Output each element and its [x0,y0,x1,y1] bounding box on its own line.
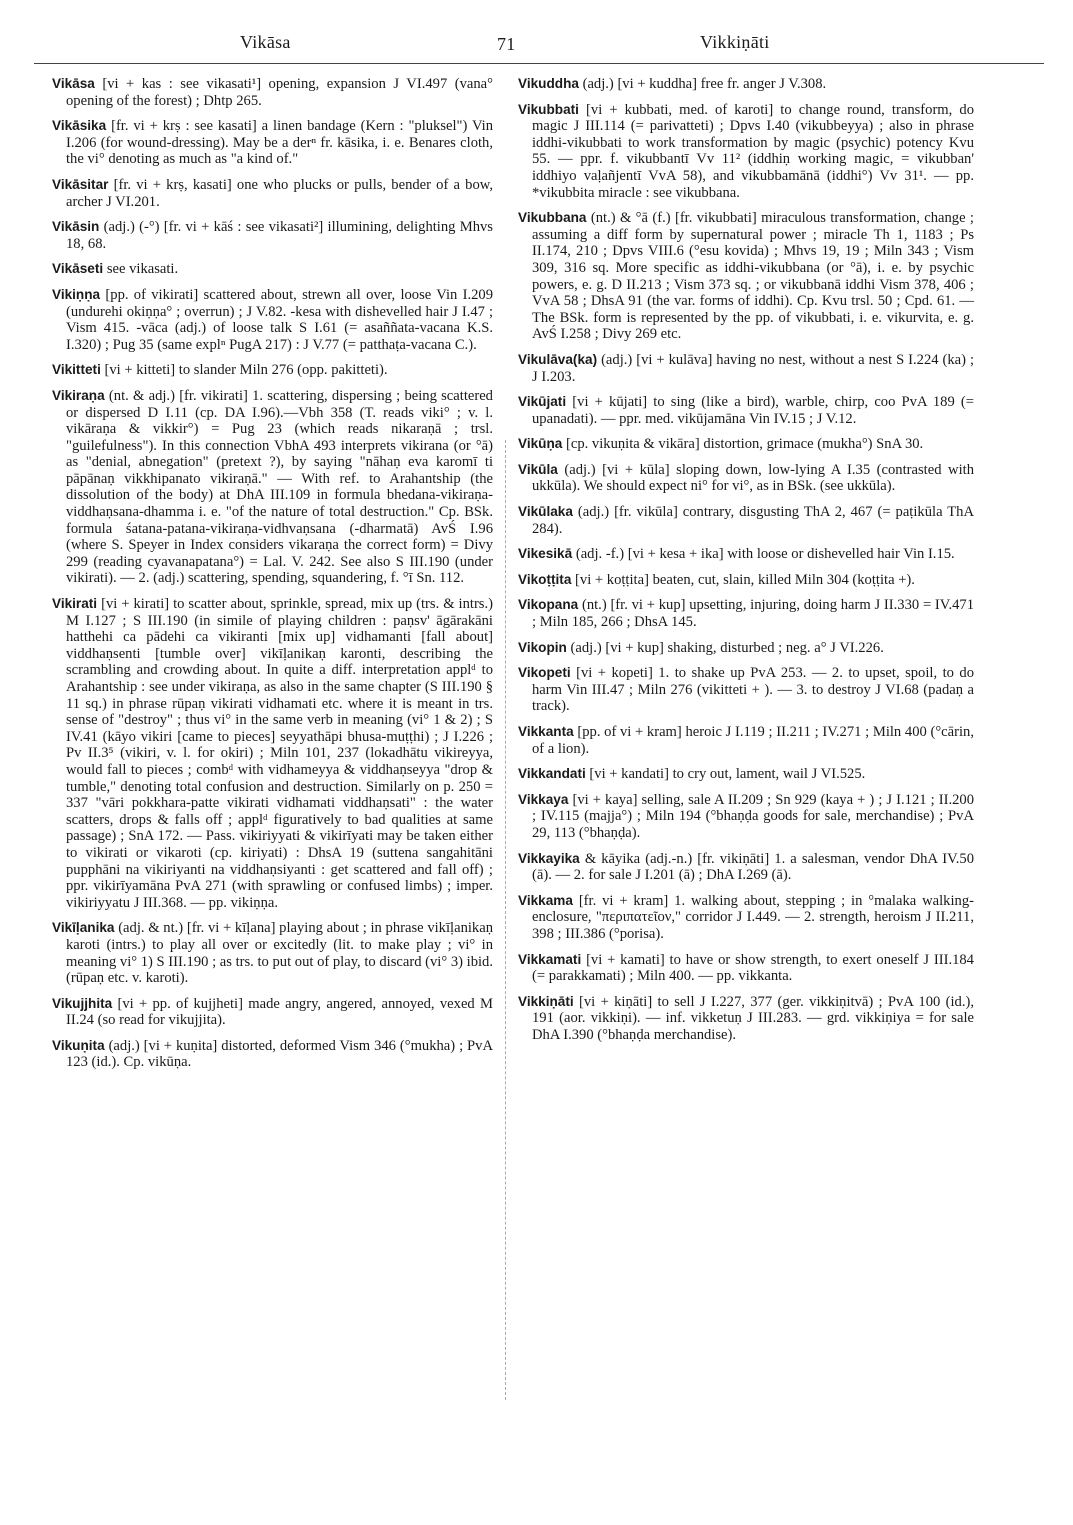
entry-headword: Vikoṭṭita [518,571,572,587]
entry-headword: Vikiraṇa [52,387,105,403]
entry-definition: [fr. vi + krṣ : see kasati] a linen bandage (Kern : "pluksel") Vin I.206 (for wound-dressing). May be a derⁿ fr. kāsika, i. e. Benares cloth, the vi° denoting as much as "a kind of." [66,118,494,168]
entry-headword: Vikāsin [52,219,100,235]
entry-headword: Vikesikā [518,546,573,562]
entry-headword: Vikūla [518,461,558,477]
dictionary-entry [518,210,974,343]
entry-definition: [vi + pp. of kujjheti] made angry, angered, annoyed, vexed M II.24 (so read for vikujjita). [66,995,493,1029]
dictionary-entry [518,504,974,537]
entry-headword: Vikkamati [518,951,582,967]
entry-headword: Vikāseti [52,261,104,277]
dictionary-entry [52,996,493,1029]
dictionary-entry [518,851,974,884]
entry-headword: Vikāsitar [52,176,109,192]
entry-definition: [fr. vi + krṣ, kasati] one who plucks or pulls, bender of a bow, archer J VI.201. [66,176,494,210]
dictionary-entry [518,893,974,943]
dictionary-entry [52,362,493,379]
entry-definition: (adj.) (-°) [fr. vi + kāś : see vikasati²] illumining, delighting Mhvs 18, 68. [66,219,493,252]
dictionary-entry [518,766,974,783]
entry-headword: Vikāsa [52,76,95,91]
entry-headword: Vikopana [518,597,579,613]
entry-definition: (nt. & adj.) [fr. vikirati] 1. scattering, dispersing ; being scattered or dispersed D I.11 (cp. DA I.96).—Vbh 358 (T. reads viki° ; v. l. vikāraṇa & vikkir°) = Pug 23 (which reads nikaraṇā ; trsl. "guilefulness"). In this connection VbhA 493 interprets vikirana (or °ā) as "denial, abnegation" (pretext ?), by saying "nāhaṇ eva karomī ti pāpānaṇ vikkhipanato vikiraṇā." — With ref. to Arahantship (the dissolution of the body) at DhA III.109 in formula bhedana-vikiraṇa-viddhaṇsana-dhamma i. e. "of the nature of total destruction." Cp. BSk. formula śatana-patana-vikiraṇa-vidhvaṇsana (-dharmatā) AvŚ I.96 (where S. Speyer in Index considers vikaraṇa the correct form) = Divy 299 (reading cyavanapatana°) = Lal. V. 242. See also S III.190 (under vikirati). — 2. (adj.) scattering, spending, squandering, f. °ī Sn. 112. [66,387,493,587]
page-number: 71 [497,34,516,54]
entry-definition: [fr. vi + kram] 1. walking about, stepping ; in °malaka walking-enclosure, "περιπατεῖον," corridor J I.449. — 2. strength, heroism J II.211, 398 ; III.386 (°porisa). [532,892,974,942]
entry-headword: Vikūṇa [518,436,563,452]
dictionary-entry [518,952,974,985]
page-header-right: Vikkiṇāti [700,32,770,52]
dictionary-entry [518,394,974,427]
entry-definition: (adj.) [vi + kup] shaking, disturbed ; neg. a° J VI.226. [570,639,884,656]
dictionary-entry [518,724,974,757]
dictionary-entry [518,546,974,563]
entry-definition: [vi + kubbati, med. of karoti] to change round, transform, do magic J III.114 (= parivatteti) ; Dpvs I.40 (vikubbeyya) ; also in phrase iddhi-vikubbati to work transformation by magic (psychic) potency Kvu 55. — ppr. f. vikubbantī Vv 11² (iddhiṇ working magic, = vikubban' iddhiyo vaḷañjentī VvA 58), and vikubbamānā (iddhi°) Vv 31¹. — pp. *vikubbita miracle : see vikubbana. [532,101,974,201]
entry-definition: (nt.) & °ā (f.) [fr. vikubbati] miraculous transformation, change ; assuming a diff form by supernatural power ; miracle Th 1, 1183 ; Ps II.174, 210 ; Dpvs VIII.6 (°esu kovida) ; Mhvs 19, 19 ; Miln 343 ; Vism 309, 316 sq. More specific as iddhi-vikubbana (or °ā), i. e. by psychic powers, e. g. D II.213 ; Vism 373 sq. ; or vikubbanā iddhi Vism 378, 406 ; VvA 58 ; DhsA 91 (the var. forms of iddhi). Cp. Kvu trsl. 50 ; Cpd. 61. — The BSk. form is represented by the pp. of vikubbati, i. e. vikurvita, e. g. AvŚ I.258 ; Divy 269 etc. [532,210,974,343]
entry-headword: Vikkaya [518,791,569,807]
entry-headword: Vikubbana [518,210,587,226]
entry-headword: Vikulāva(ka) [518,351,598,367]
entry-definition: (adj.) [vi + kuddha] free fr. anger J V.308. [582,76,827,92]
dictionary-entry [518,76,974,93]
entry-definition: [cp. vikuṇita & vikāra] distortion, grimace (mukha°) SnA 30. [565,436,924,453]
dictionary-entry [52,596,493,911]
dictionary-entry [52,1038,493,1071]
entry-headword: Vikopeti [518,665,571,681]
entry-headword: Vikkandati [518,766,586,782]
entry-headword: Vikūlaka [518,504,573,520]
entry-headword: Vikkayika [518,850,580,866]
entry-headword: Vikuṇita [52,1037,105,1053]
entry-definition: (adj. -f.) [vi + kesa + ika] with loose or dishevelled hair Vin I.15. [575,546,955,563]
entry-headword: Vikopin [518,639,567,655]
entry-headword: Vikkanta [518,724,574,739]
entry-headword: Vikuddha [518,76,579,91]
entry-headword: Vikāsika [52,118,107,134]
entry-definition: see vikasati. [106,261,179,278]
entry-definition: [vi + kitteti] to slander Miln 276 (opp. pakitteti). [104,362,388,379]
entry-headword: Vikitteti [52,362,101,378]
entry-definition: [vi + kopeti] 1. to shake up PvA 253. — 2. to upset, spoil, to do harm Vin III.47 ; Miln 276 (vikitteti + ). — 3. to destroy J VI.68 (padaṇ a track). [532,665,974,715]
dictionary-entry [518,462,974,495]
entry-definition: [vi + kūjati] to sing (like a bird), warble, chirp, coo PvA 189 (= upanadati). — ppr. med. vikūjamāna Vin IV.15 ; J V.12. [532,394,974,427]
entry-definition: [vi + koṭṭita] beaten, cut, slain, killed Miln 304 (koṭṭita +). [575,571,915,588]
entry-headword: Vikubbati [518,101,579,117]
entry-definition: [vi + kirati] to scatter about, sprinkle, spread, mix up (trs. & intrs.) M I.127 ; S III.190 (in simile of playing children : paṇsv' āgārakāni hatthehi ca pādehi ca vikiranti [mix up] vidhamanti [fall about] viddhaṇsenti [tumble over] vikīḷanikaṇ karonti, describing the scrambling and crowding about. In quite a diff. interpretation applᵈ to Arahantship : see under vikiraṇa, as also in the same chapter (S III.190 § 11 sq.) in phrase rūpaṇ vikirati vidhamati etc. where it is meant in trs. sense of "destroy" ; thus vi° in the same verb in meaning (vi° 1 & 2) ; S IV.41 (kāyo vikiri [came to pieces] seyyathāpi bhusa-muṭṭhi) ; J I.226 ; Pv II.3⁵ (vikiri, v. l. for okiri) ; Miln 101, 237 (lokadhātu vikireyya, would fall to pieces ; combᵈ with vidhameyya & viddhaṇseyya "drop & tumble," denoting total confusion and destruction. Similarly on p. 250 = 337 "vāri pokkhara-patte vikirati vidhamati viddhaṇsati" : the water scatters, drops & falls off ; applᵈ figuratively to bad qualities at same passage) ; SnA 172. — Pass. vikiriyyati & vikirīyati may be taken either to vikirati or vikaroti (cp. kiriyati) : DhsA 19 (suttena sangahitāni pupphāni na vikiriyanti na viddhaṇsiyanti : get scattered and fall off) ; ppr. vikirīyamāna PvA 271 (with sprawling or confused limbs) ; imper. vikiriyyatu J III.368. — pp. vikiṇṇa. [66,596,493,911]
dictionary-entry [52,287,493,353]
entry-headword: Vikujjhita [52,995,113,1011]
entry-definition: [vi + kaya] selling, sale A II.209 ; Sn 929 (kaya + ) ; J I.121 ; II.200 ; IV.115 (majja°) ; Miln 194 (°bhaṇḍa goods for sale, merchandise) ; PvA 29, 113 (°bhaṇḍa). [532,791,974,841]
dictionary-entry [518,792,974,842]
dictionary-entry [518,572,974,589]
entry-definition: (adj. & nt.) [fr. vi + kīḷana] playing about ; in phrase vikīḷanikaṇ karoti (intrs.) to play all over or excitedly (lit. to make play ; vi° in meaning vi° 1) S III.190 ; as trs. to put out of play, to discard (vi° 3) ibid. (rūpaṇ etc. v. karoti). [66,920,493,987]
dictionary-entry [518,665,974,715]
dictionary-entry [518,597,974,630]
column-divider [505,440,506,1400]
dictionary-entry [52,920,493,986]
entry-headword: Vikkiṇāti [518,993,574,1009]
dictionary-entry [52,261,493,278]
entry-definition: & kāyika (adj.-n.) [fr. vikiṇāti] 1. a salesman, vendor DhA IV.50 (ā). — 2. for sale J I.201 (ā) ; DhA I.269 (ā). [532,850,975,884]
dictionary-entry [52,219,493,252]
dictionary-entry [52,76,493,109]
dictionary-entry [52,118,493,168]
dictionary-entry [518,352,974,385]
entry-headword: Vikirati [52,596,98,612]
entry-definition: (nt.) [fr. vi + kup] upsetting, injuring, doing harm J II.330 = IV.471 ; Miln 185, 266 ; DhsA 145. [532,597,974,631]
entry-definition: (adj.) [fr. vikūla] contrary, disgusting ThA 2, 467 (= paṭikūla ThA 284). [532,504,975,537]
entry-definition: [pp. of vi + kram] heroic J I.119 ; II.211 ; IV.271 ; Miln 400 (°cārin, of a lion). [532,724,974,757]
entry-headword: Vikīḷanika [52,920,115,936]
dictionary-entry [518,436,974,453]
dictionary-entry [518,994,974,1044]
entry-definition: (adj.) [vi + kūla] sloping down, low-lying A I.35 (contrasted with ukkūla). We should expect ni° for vi°, as in BSk. (see ukkūla). [532,461,974,495]
dictionary-entry [518,640,974,657]
page-header-left: Vikāsa [240,32,291,52]
entry-definition: [pp. of vikirati] scattered about, strewn all over, loose Vin I.209 (undurehi okiṇṇa° ; overrun) ; J V.82. -kesa with dishevelled hair J I.47 ; Vism 415. -vāca (adj.) of loose talk S I.61 (= asaññata-vacana K.S. I.320) ; Pug 35 (same explⁿ PugA 217) : J V.77 (= patthaṭa-vacana C.). [66,286,493,353]
entry-headword: Vikiṇṇa [52,286,101,302]
entry-definition: (adj.) [vi + kuṇita] distorted, deformed Vism 346 (°mukha) ; PvA 123 (id.). Cp. vikūṇa. [66,1037,493,1071]
dictionary-entry [52,177,493,210]
entry-definition: (adj.) [vi + kulāva] having no nest, without a nest S I.224 (ka) ; J I.203. [532,351,974,385]
entry-definition: [vi + kas : see vikasati¹] opening, expansion J VI.497 (vana° opening of the forest) ; Dhtp 265. [66,76,493,109]
left-column [52,76,493,1080]
entry-definition: [vi + kiṇāti] to sell J I.227, 377 (ger. vikkiṇitvā) ; PvA 100 (id.), 191 (aor. vikkiṇi). — inf. vikketuṇ J III.283. — grd. vikkiṇiya = for sale DhA I.390 (°bhaṇḍa merchandise). [532,993,974,1043]
dictionary-entry [518,102,974,202]
entry-definition: [vi + kamati] to have or show strength, to exert oneself J III.184 (= parakkamati) ; Miln 400. — pp. vikkanta. [532,951,974,985]
entry-headword: Vikkama [518,892,573,908]
entry-headword: Vikūjati [518,394,567,410]
header-rule [34,63,1044,64]
dictionary-entry [52,388,493,587]
entry-definition: [vi + kandati] to cry out, lament, wail J VI.525. [589,766,866,783]
right-column [518,76,974,1053]
